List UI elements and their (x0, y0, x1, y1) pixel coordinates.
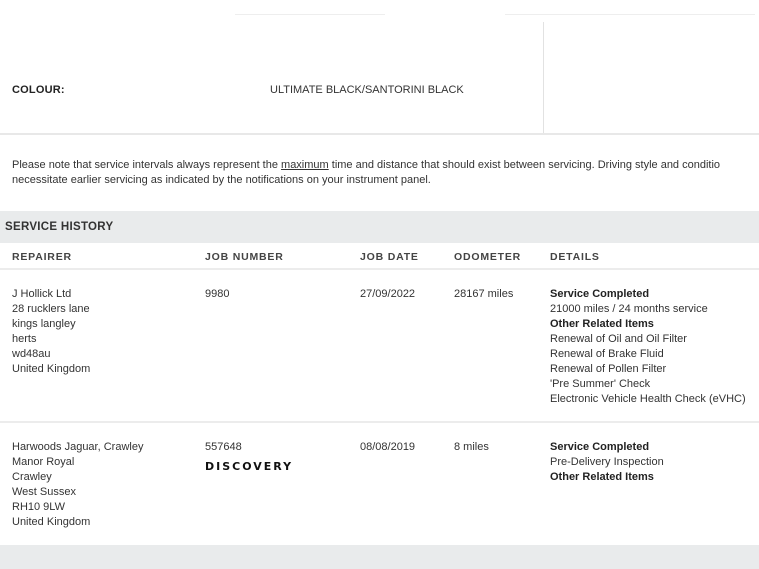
related-item: Renewal of Brake Fluid (550, 348, 664, 360)
brand-logo: DISCOVERY (205, 460, 294, 473)
colour-row (0, 22, 759, 134)
job-number-cell (205, 287, 229, 302)
related-item: 'Pre Summer' Check (550, 378, 651, 390)
note-text: Please note that service intervals always represent the (12, 159, 282, 171)
note-text: time and distance that should exist between servicing. Driving style and conditio (328, 159, 721, 171)
service-history-header (0, 211, 759, 243)
job-number-cell (205, 440, 293, 474)
column-header-odometer: ODOMETER (454, 251, 522, 263)
colour-value: ULTIMATE BLACK/SANTORINI BLACK (270, 84, 464, 96)
table-footer-band (0, 545, 759, 569)
column-header-job-date: JOB DATE (360, 251, 419, 263)
job-date-cell: 08/08/2019 (360, 441, 416, 453)
odometer-cell: 28167 miles (454, 288, 514, 300)
row-divider (0, 421, 759, 423)
column-header-details: DETAILS (550, 251, 600, 263)
repairer-line: 28 rucklers lane (12, 303, 90, 315)
column-header-repairer: REPAIRER (12, 251, 72, 263)
column-header-job-number: JOB NUMBER (205, 251, 284, 263)
service-history-title: SERVICE HISTORY (5, 221, 114, 233)
service-item: Pre-Delivery Inspection (550, 456, 664, 468)
job-date-cell: 27/09/2022 (360, 288, 416, 300)
related-item: Renewal of Oil and Oil Filter (550, 333, 687, 345)
repairer-line: Harwoods Jaguar, Crawley (12, 441, 144, 453)
repairer-line: herts (12, 333, 37, 345)
repairer-line: kings langley (12, 318, 76, 330)
header-divider (0, 268, 759, 270)
details-cell (550, 440, 664, 485)
repairer-line: Crawley (12, 471, 52, 483)
other-items-heading: Other Related Items (550, 471, 654, 483)
top-divider-fragment (235, 14, 385, 15)
service-completed-heading: Service Completed (550, 288, 650, 300)
service-item: 21000 miles / 24 months service (550, 303, 708, 315)
job-number: 557648 (205, 441, 242, 453)
details-cell (550, 287, 746, 407)
repairer-line: Manor Royal (12, 456, 75, 468)
related-item: Electronic Vehicle Health Check (eVHC) (550, 393, 746, 405)
service-interval-note (12, 158, 759, 188)
repairer-cell (12, 287, 90, 377)
related-item: Renewal of Pollen Filter (550, 363, 667, 375)
repairer-line: West Sussex (12, 486, 76, 498)
note-text-line2: necessitate earlier servicing as indicated by the notifications on your instrument panel. (12, 174, 431, 186)
job-number: 9980 (205, 288, 230, 300)
top-divider-fragment (505, 14, 755, 15)
section-divider (0, 133, 759, 135)
repairer-cell (12, 440, 143, 530)
odometer-cell: 8 miles (454, 441, 489, 453)
repairer-line: wd48au (12, 348, 51, 360)
repairer-line: RH10 9LW (12, 501, 65, 513)
repairer-line: J Hollick Ltd (12, 288, 72, 300)
note-emphasis: maximum (281, 159, 329, 171)
column-divider (543, 22, 544, 134)
repairer-line: United Kingdom (12, 363, 91, 375)
repairer-line: United Kingdom (12, 516, 91, 528)
colour-label: COLOUR: (12, 84, 65, 96)
service-completed-heading: Service Completed (550, 441, 650, 453)
other-items-heading: Other Related Items (550, 318, 654, 330)
